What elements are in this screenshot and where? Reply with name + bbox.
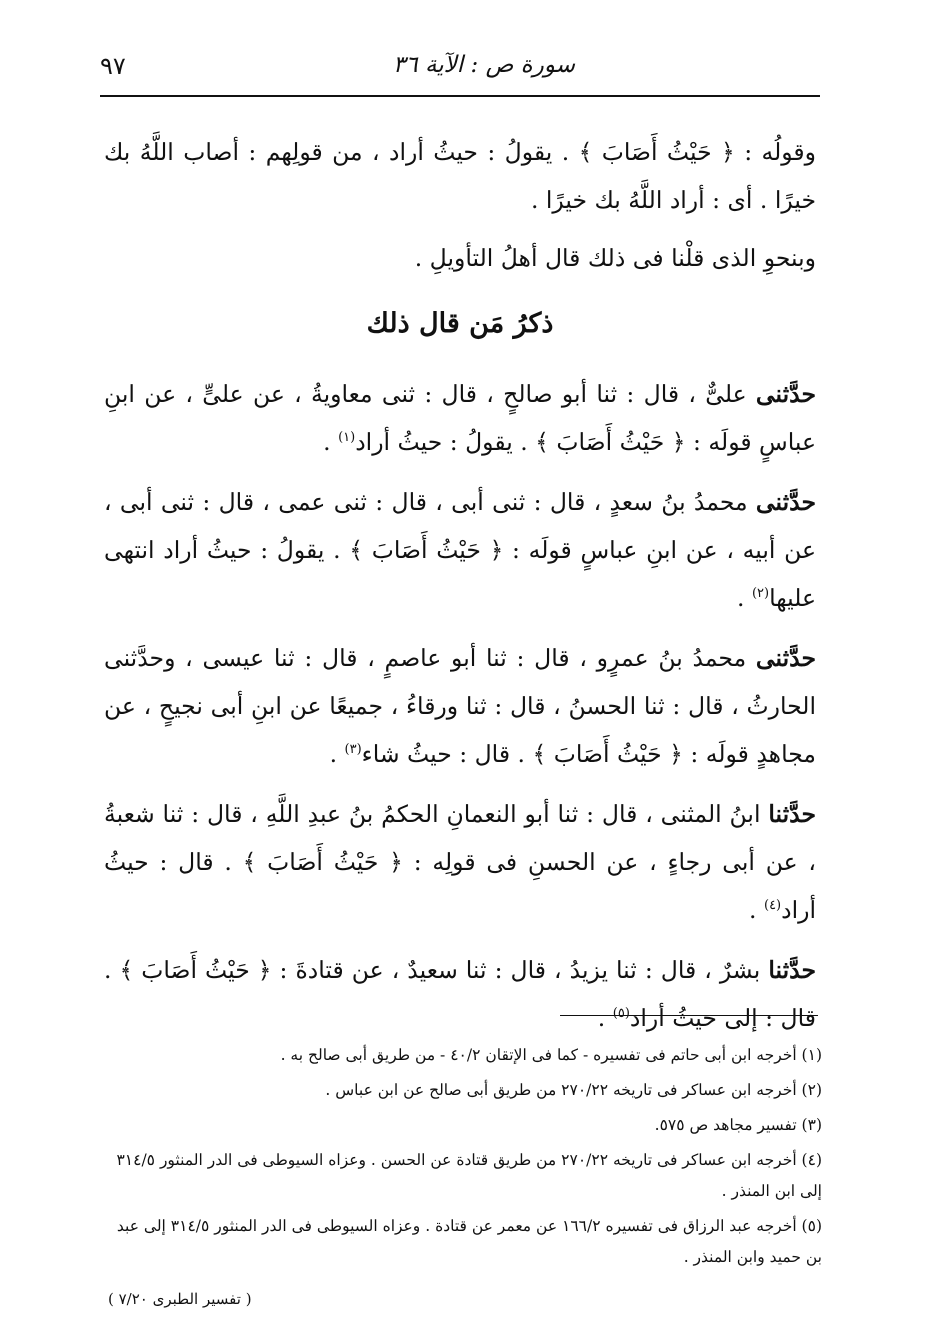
page-number: ٩٧: [100, 52, 126, 80]
footnote: (١) أخرجه ابن أبى حاتم فى تفسيره - كما فى الإتقان ٤٠/٢ - من طريق أبى صالح به .: [280, 1046, 822, 1064]
paragraph-text: وقولُه : ﴿ حَيْثُ أَصَابَ ﴾ . يقولُ : حيثُ أراد ، من قولِهم : أصاب اللَّهُ بك خيرًا . أى : أراد اللَّهُ بك خيرًا .: [104, 138, 816, 214]
footnote-marker[interactable]: (١): [338, 430, 356, 446]
footnotes: [110, 1040, 822, 1277]
footnote-marker[interactable]: (٥): [612, 1006, 630, 1022]
footnote-marker[interactable]: (٢): [751, 586, 770, 602]
narration: [104, 478, 816, 622]
narration-lead: حدَّثنا: [768, 800, 816, 828]
narration-text: محمدُ بنُ عمرٍو ، قال : ثنا أبو عاصمٍ ، قال : ثنا عيسى ، وحدَّثنى الحارثُ ، قال : ثنا الحسنُ ، قال : ثنا ورقاءُ ، جميعًا عن ابنِ أبى نجيحٍ ، عن مجاهدٍ قولَه : ﴿ حَيْثُ أَصَابَ ﴾ . قال : حيثُ شاء: [104, 644, 816, 768]
footnote: (٤) أخرجه ابن عساكر فى تاريخه ٢٧٠/٢٢ من طريق قتادة عن الحسن . وعزاه السيوطى فى الدر المنثور ٣١٤/٥ إلى ابن المنذر .: [116, 1151, 822, 1200]
narration: [104, 790, 816, 934]
running-header: [100, 46, 820, 90]
narration: [104, 634, 816, 778]
narration-lead: حدَّثنا: [768, 956, 816, 984]
narration-tail: .: [597, 1004, 613, 1032]
main-text: [104, 128, 816, 1054]
narration-lead: حدَّثنى: [755, 644, 816, 672]
header-title: سورة ص : الآية ٣٦: [392, 52, 575, 78]
footnote-marker[interactable]: (٤): [763, 898, 782, 914]
narration-text: ابنُ المثنى ، قال : ثنا أبو النعمانِ الحكمُ بنُ عبدِ اللَّهِ ، قال : ثنا شعبةُ ، عن أبى رجاءٍ ، عن الحسنِ فى قولِه : ﴿ حَيْثُ أَصَابَ ﴾ . قال : حيثُ أراد: [104, 800, 816, 924]
narration-tail: .: [329, 740, 345, 768]
paragraph: [104, 128, 816, 224]
narration: [104, 370, 816, 466]
narration: [104, 946, 816, 1042]
narration-text: بشرٌ ، قال : ثنا يزيدُ ، قال : ثنا سعيدٌ ، عن قتادةَ : ﴿ حَيْثُ أَصَابَ ﴾ . قال : إلى حيثُ أراد: [104, 956, 816, 1032]
narration-tail: .: [323, 428, 339, 456]
footnote: (٢) أخرجه ابن عساكر فى تاريخه ٢٧٠/٢٢ من طريق أبى صالح عن ابن عباس .: [325, 1081, 822, 1099]
narration-text: علىٌّ ، قال : ثنا أبو صالحٍ ، قال : ثنى معاويةُ ، عن علىٍّ ، عن ابنِ عباسٍ قولَه : ﴿ حَيْثُ أَصَابَ ﴾ . يقولُ : حيثُ أراد: [104, 380, 816, 456]
footnote: (٣) تفسير مجاهد ص ٥٧٥.: [654, 1116, 822, 1134]
paragraph-text: وبنحوِ الذى قلْنا فى ذلك قال أهلُ التأويلِ .: [414, 244, 816, 272]
footnote-marker[interactable]: (٣): [344, 742, 362, 758]
header-rule: [100, 95, 820, 97]
narration-tail: .: [749, 896, 764, 924]
narration-lead: حدَّثنى: [755, 380, 816, 408]
volume-signature: ( تفسير الطبرى ٧/٢٠ ): [108, 1290, 252, 1308]
narration-tail: .: [737, 584, 752, 612]
narration-lead: حدَّثنى: [755, 488, 816, 516]
paragraph: [104, 234, 816, 282]
narration-text: محمدُ بنُ سعدٍ ، قال : ثنى أبى ، قال : ثنى عمى ، قال : ثنى أبى ، عن أبيه ، عن ابنِ عباسٍ قولَه : ﴿ حَيْثُ أَصَابَ ﴾ . يقولُ : حيثُ أراد انتهى عليها: [104, 488, 816, 612]
footnote: (٥) أخرجه عبد الرزاق فى تفسيره ١٦٦/٢ عن معمر عن قتادة . وعزاه السيوطى فى الدر المنثور ٣١٤/٥ إلى عبد بن حميد وابن المنذر .: [116, 1217, 822, 1266]
section-heading: ذكرُ مَن قال ذلك: [366, 308, 554, 339]
footnote-separator: [560, 1015, 818, 1016]
